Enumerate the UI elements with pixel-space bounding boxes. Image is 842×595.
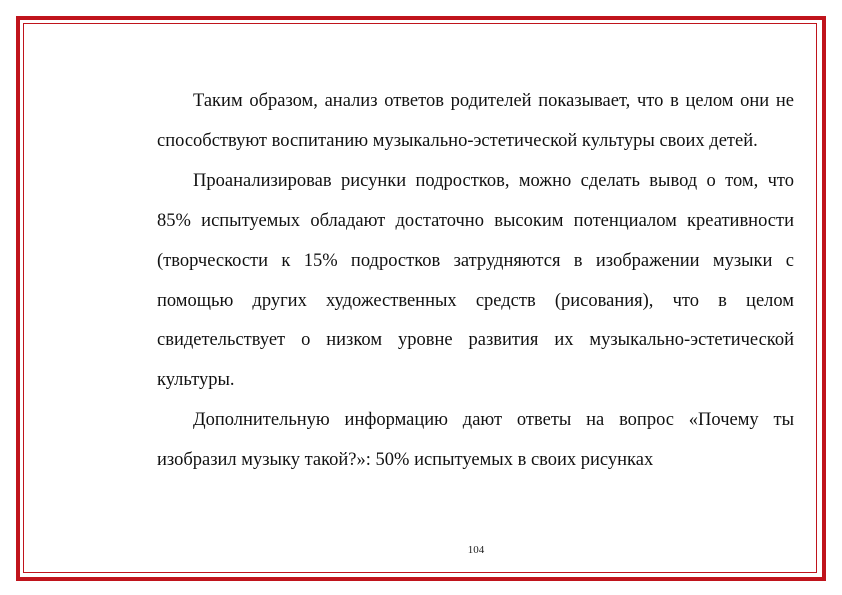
paragraph-3: Дополнительную информацию дают ответы на вопрос «Почему ты изобразил музыку такой?»: 50% испытуемых в своих рисунках xyxy=(157,410,794,471)
text-body xyxy=(157,82,794,481)
page-number-container xyxy=(0,544,842,556)
paragraph-2: Проанализировав рисунки подростков, можно сделать вывод о том, что 85% испытуемых обладают достаточно высоким потенциалом креативности (творческости к 15% подростков затрудняются в изображении музыки с помощью других художественных средств (рисования), что в целом свидетельствует о низком уровне развития их музыкально-эстетической культуры. xyxy=(157,170,794,391)
page-number: 104 xyxy=(467,544,485,556)
paragraph-1: Таким образом, анализ ответов родителей показывает, что в целом они не способствуют воспитанию музыкально-эстетической культуры своих детей. xyxy=(157,91,794,151)
